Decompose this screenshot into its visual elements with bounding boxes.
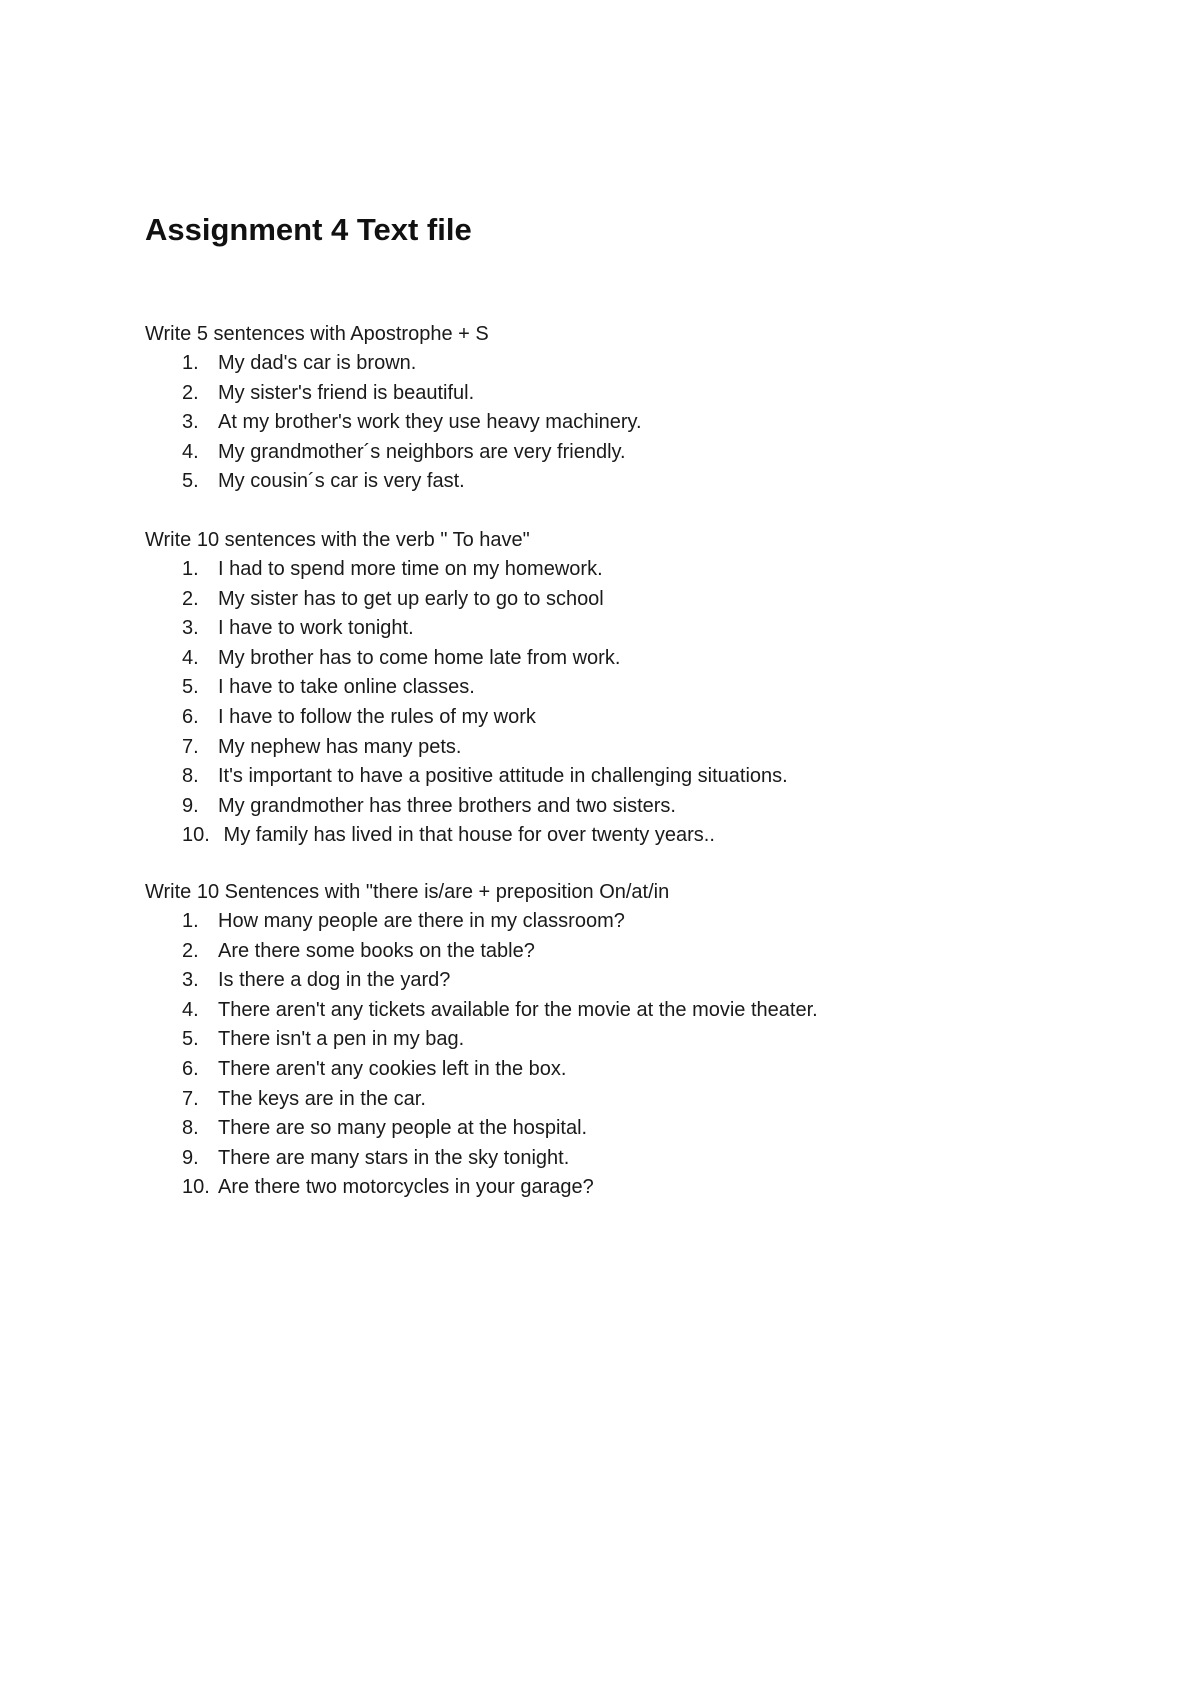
item-text: I have to work tonight. [218,617,414,640]
item-number: 10. [182,824,210,847]
list-item [145,379,1145,409]
item-number: 4. [182,646,199,669]
section-apostrophe-s [145,319,1145,497]
item-number: 6. [182,705,199,728]
item-text: My grandmother has three brothers and two sisters. [218,794,676,817]
list-item [145,555,1145,585]
item-number: 7. [182,735,199,758]
item-text: My nephew has many pets. [218,735,462,758]
item-text: My family has lived in that house for over twenty years.. [218,824,715,847]
list-item [145,438,1145,468]
list-item [145,996,1145,1026]
section-to-have [145,525,1145,851]
list-item [145,1114,1145,1144]
item-text: My grandmother´s neighbors are very friendly. [218,440,626,463]
item-number: 3. [182,617,199,640]
item-text: It's important to have a positive attitude in challenging situations. [218,765,788,788]
item-number: 8. [182,1117,199,1140]
sentence-list [145,349,1145,497]
item-number: 3. [182,969,199,992]
item-number: 9. [182,794,199,817]
item-number: 4. [182,998,199,1021]
list-item [145,349,1145,379]
sentence-list [145,907,1145,1203]
item-text: There aren't any cookies left in the box. [218,1057,567,1080]
item-text: My dad's car is brown. [218,352,417,374]
item-number: 2. [182,939,199,962]
item-number: 4. [182,440,199,463]
item-text: My brother has to come home late from work. [218,646,621,669]
list-item [145,467,1145,497]
list-item [145,821,1145,851]
item-number: 5. [182,676,199,699]
item-text: At my brother's work they use heavy machinery. [218,411,642,434]
item-text: Is there a dog in the yard? [218,969,451,992]
item-text: Are there two motorcycles in your garage? [218,1176,594,1199]
item-number: 1. [182,558,199,580]
item-text: I have to take online classes. [218,676,475,699]
item-number: 1. [182,910,199,932]
item-text: There are so many people at the hospital. [218,1117,588,1140]
item-number: 5. [182,1028,199,1051]
item-text: The keys are in the car. [218,1087,426,1110]
item-text: I had to spend more time on my homework. [218,558,603,580]
section-heading: Write 5 sentences with Apostrophe + S [145,323,489,345]
list-item [145,1144,1145,1174]
list-item [145,1025,1145,1055]
list-item [145,1085,1145,1115]
list-item [145,644,1145,674]
item-number: 8. [182,765,199,788]
item-number: 1. [182,352,199,374]
list-item [145,1055,1145,1085]
item-text: There are many stars in the sky tonight. [218,1146,570,1169]
item-number: 10. [182,1176,210,1199]
list-item [145,966,1145,996]
item-text: My sister has to get up early to go to school [218,587,604,610]
item-number: 5. [182,470,199,493]
section-heading: Write 10 Sentences with "there is/are + preposition On/at/in [145,881,670,903]
list-item [145,614,1145,644]
item-text: There isn't a pen in my bag. [218,1028,465,1051]
section-heading: Write 10 sentences with the verb " To have" [145,529,530,551]
item-text: My cousin´s car is very fast. [218,470,465,493]
list-item [145,762,1145,792]
item-text: Are there some books on the table? [218,939,535,962]
item-number: 6. [182,1057,199,1080]
page-title: Assignment 4 Text file [145,212,472,247]
list-item [145,703,1145,733]
item-text: How many people are there in my classroom? [218,910,625,932]
section-there-is-are [145,877,1145,1203]
item-text: I have to follow the rules of my work [218,705,536,728]
item-text: My sister's friend is beautiful. [218,381,475,404]
list-item [145,1173,1145,1203]
sentence-list [145,555,1145,851]
list-item [145,585,1145,615]
item-number: 2. [182,587,199,610]
list-item [145,673,1145,703]
item-text: There aren't any tickets available for the movie at the movie theater. [218,998,818,1021]
item-number: 3. [182,411,199,434]
list-item [145,937,1145,967]
list-item [145,907,1145,937]
list-item [145,792,1145,822]
item-number: 2. [182,381,199,404]
list-item [145,408,1145,438]
item-number: 9. [182,1146,199,1169]
item-number: 7. [182,1087,199,1110]
list-item [145,733,1145,763]
